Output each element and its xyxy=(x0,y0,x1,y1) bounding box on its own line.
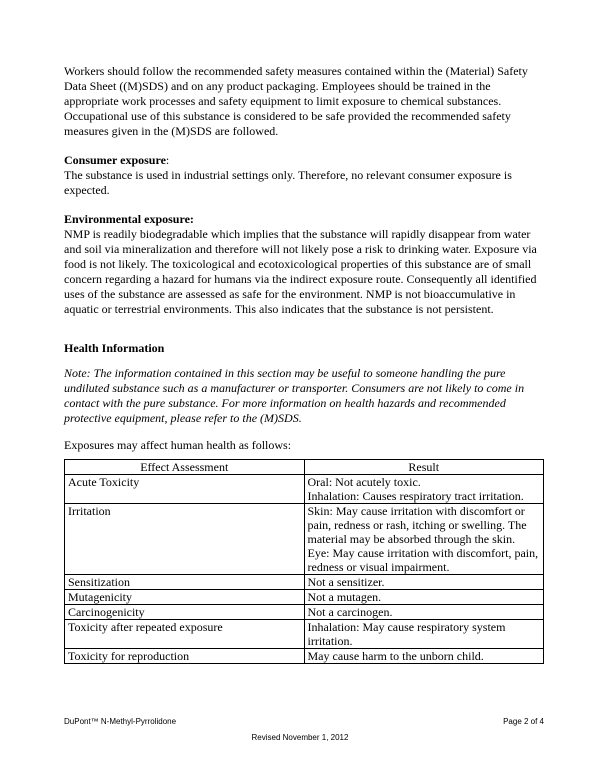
table-row xyxy=(65,620,544,649)
result-line: Oral: Not acutely toxic. xyxy=(307,475,421,489)
result-line: Inhalation: Causes respiratory tract irritation. xyxy=(307,489,524,503)
table-row xyxy=(65,475,544,504)
effect-cell: Irritation xyxy=(65,504,305,575)
footer-product-name: DuPont™ N-Methyl-Pyrrolidone xyxy=(64,717,177,726)
table-row xyxy=(65,504,544,575)
exposures-intro: Exposures may affect human health as follows: xyxy=(64,438,292,452)
result-cell: May cause harm to the unborn child. xyxy=(304,649,544,664)
effect-cell: Carcinogenicity xyxy=(65,605,305,620)
table-row xyxy=(65,590,544,605)
result-line: Skin: May cause irritation with discomfort or pain, redness or rash, itching or swelling. The material may be absorbed through the skin. xyxy=(307,504,527,546)
result-header: Result xyxy=(304,460,544,475)
effect-cell: Toxicity after repeated exposure xyxy=(65,620,305,649)
effect-cell: Mutagenicity xyxy=(65,590,305,605)
result-cell: Inhalation: May cause respiratory system irritation. xyxy=(304,620,544,649)
consumer-exposure-heading: Consumer exposure xyxy=(64,153,166,167)
health-information-heading: Health Information xyxy=(64,341,165,355)
result-cell: Not a carcinogen. xyxy=(304,605,544,620)
environmental-exposure-heading: Environmental exposure: xyxy=(64,212,194,226)
consumer-exposure-section xyxy=(64,153,544,198)
effect-cell: Toxicity for reproduction xyxy=(65,649,305,664)
consumer-heading-colon: : xyxy=(165,153,170,167)
table-header-row xyxy=(65,460,544,475)
result-cell: Not a mutagen. xyxy=(304,590,544,605)
health-note: Note: The information contained in this section may be useful to someone handling the pure undiluted substance such as a manufacturer or transporter. Consumers are not likely to come in contact with the pure substance. For more information on health hazards and recommended protective equipment, please refer to the (M)SDS. xyxy=(64,366,525,425)
footer-page-number: Page 2 of 4 xyxy=(503,717,544,726)
table-row xyxy=(65,649,544,664)
document-body xyxy=(64,64,544,664)
environmental-exposure-section xyxy=(64,212,544,317)
result-cell xyxy=(304,475,544,504)
effect-cell: Sensitization xyxy=(65,575,305,590)
effect-cell: Acute Toxicity xyxy=(65,475,305,504)
table-row xyxy=(65,575,544,590)
table-row xyxy=(65,605,544,620)
result-line: Eye: May cause irritation with discomfort, pain, redness or visual impairment. xyxy=(307,546,539,574)
workers-paragraph: Workers should follow the recommended safety measures contained within the (Material) Safety Data Sheet ((M)SDS) and on any product packaging. Employees should be trained in the appropriate work processes and safety equipment to limit exposure to chemical substances. Occupational use of this substance is considered to be safe provided the recommended safety measures given in the (M)SDS are followed. xyxy=(64,64,528,138)
footer-revision-date: Revised November 1, 2012 xyxy=(251,733,349,742)
result-cell xyxy=(304,504,544,575)
consumer-exposure-text: The substance is used in industrial settings only. Therefore, no relevant consumer exposure is expected. xyxy=(64,168,512,197)
effects-table xyxy=(64,459,544,664)
effect-assessment-header: Effect Assessment xyxy=(65,460,305,475)
result-cell: Not a sensitizer. xyxy=(304,575,544,590)
environmental-exposure-text: NMP is readily biodegradable which implies that the substance will rapidly disappear from water and soil via mineralization and therefore will not likely pose a risk to drinking water. Exposure via food is not likely. The toxicological and ecotoxicological properties of this substance are of small concern regarding a hazard for humans via the indirect exposure route. Consequently all identified uses of the substance are assessed as safe for the environment. NMP is not bioaccumulative in aquatic or terrestrial environments. This also indicates that the substance is not persistent. xyxy=(64,227,537,316)
